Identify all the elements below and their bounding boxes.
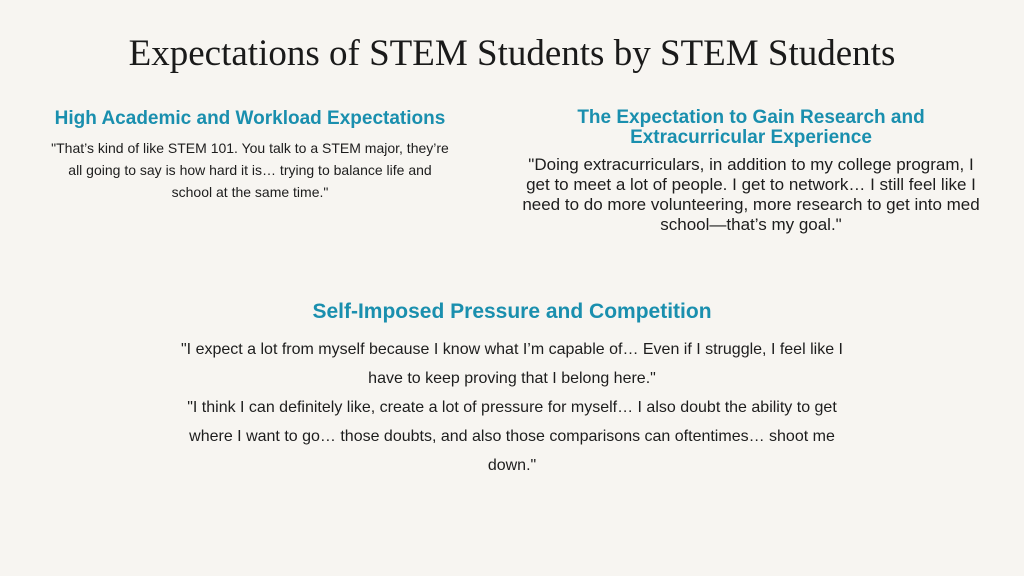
section-quote-1: "I expect a lot from myself because I know what I’m capable of… Even if I struggle, I feel like I have to keep proving that I belong here."	[181, 341, 843, 387]
slide-title: Expectations of STEM Students by STEM Students	[128, 33, 896, 74]
section-self-imposed-pressure	[180, 298, 844, 480]
section-heading: High Academic and Workload Expectations	[54, 108, 446, 129]
section-quote: "That’s kind of like STEM 101. You talk to a STEM major, they’re all going to say is how hard it is… trying to balance life and school at the same time."	[51, 140, 449, 200]
section-heading: Self-Imposed Pressure and Competition	[312, 300, 712, 323]
section-academic-workload	[50, 109, 450, 203]
section-quote: "Doing extracurriculars, in addition to my college program, I get to meet a lot of people. I get to network… I still feel like I need to do more volunteering, more research to get into med school—that’s my goal."	[522, 155, 980, 234]
section-heading: The Expectation to Gain Research and Extracurricular Experience	[577, 107, 925, 148]
section-research-extracurricular	[522, 108, 980, 235]
section-quote-2: "I think I can definitely like, create a lot of pressure for myself… I also doubt the ability to get where I want to go… those doubts, and also those comparisons can oftentimes… shoot me down."	[187, 399, 837, 474]
